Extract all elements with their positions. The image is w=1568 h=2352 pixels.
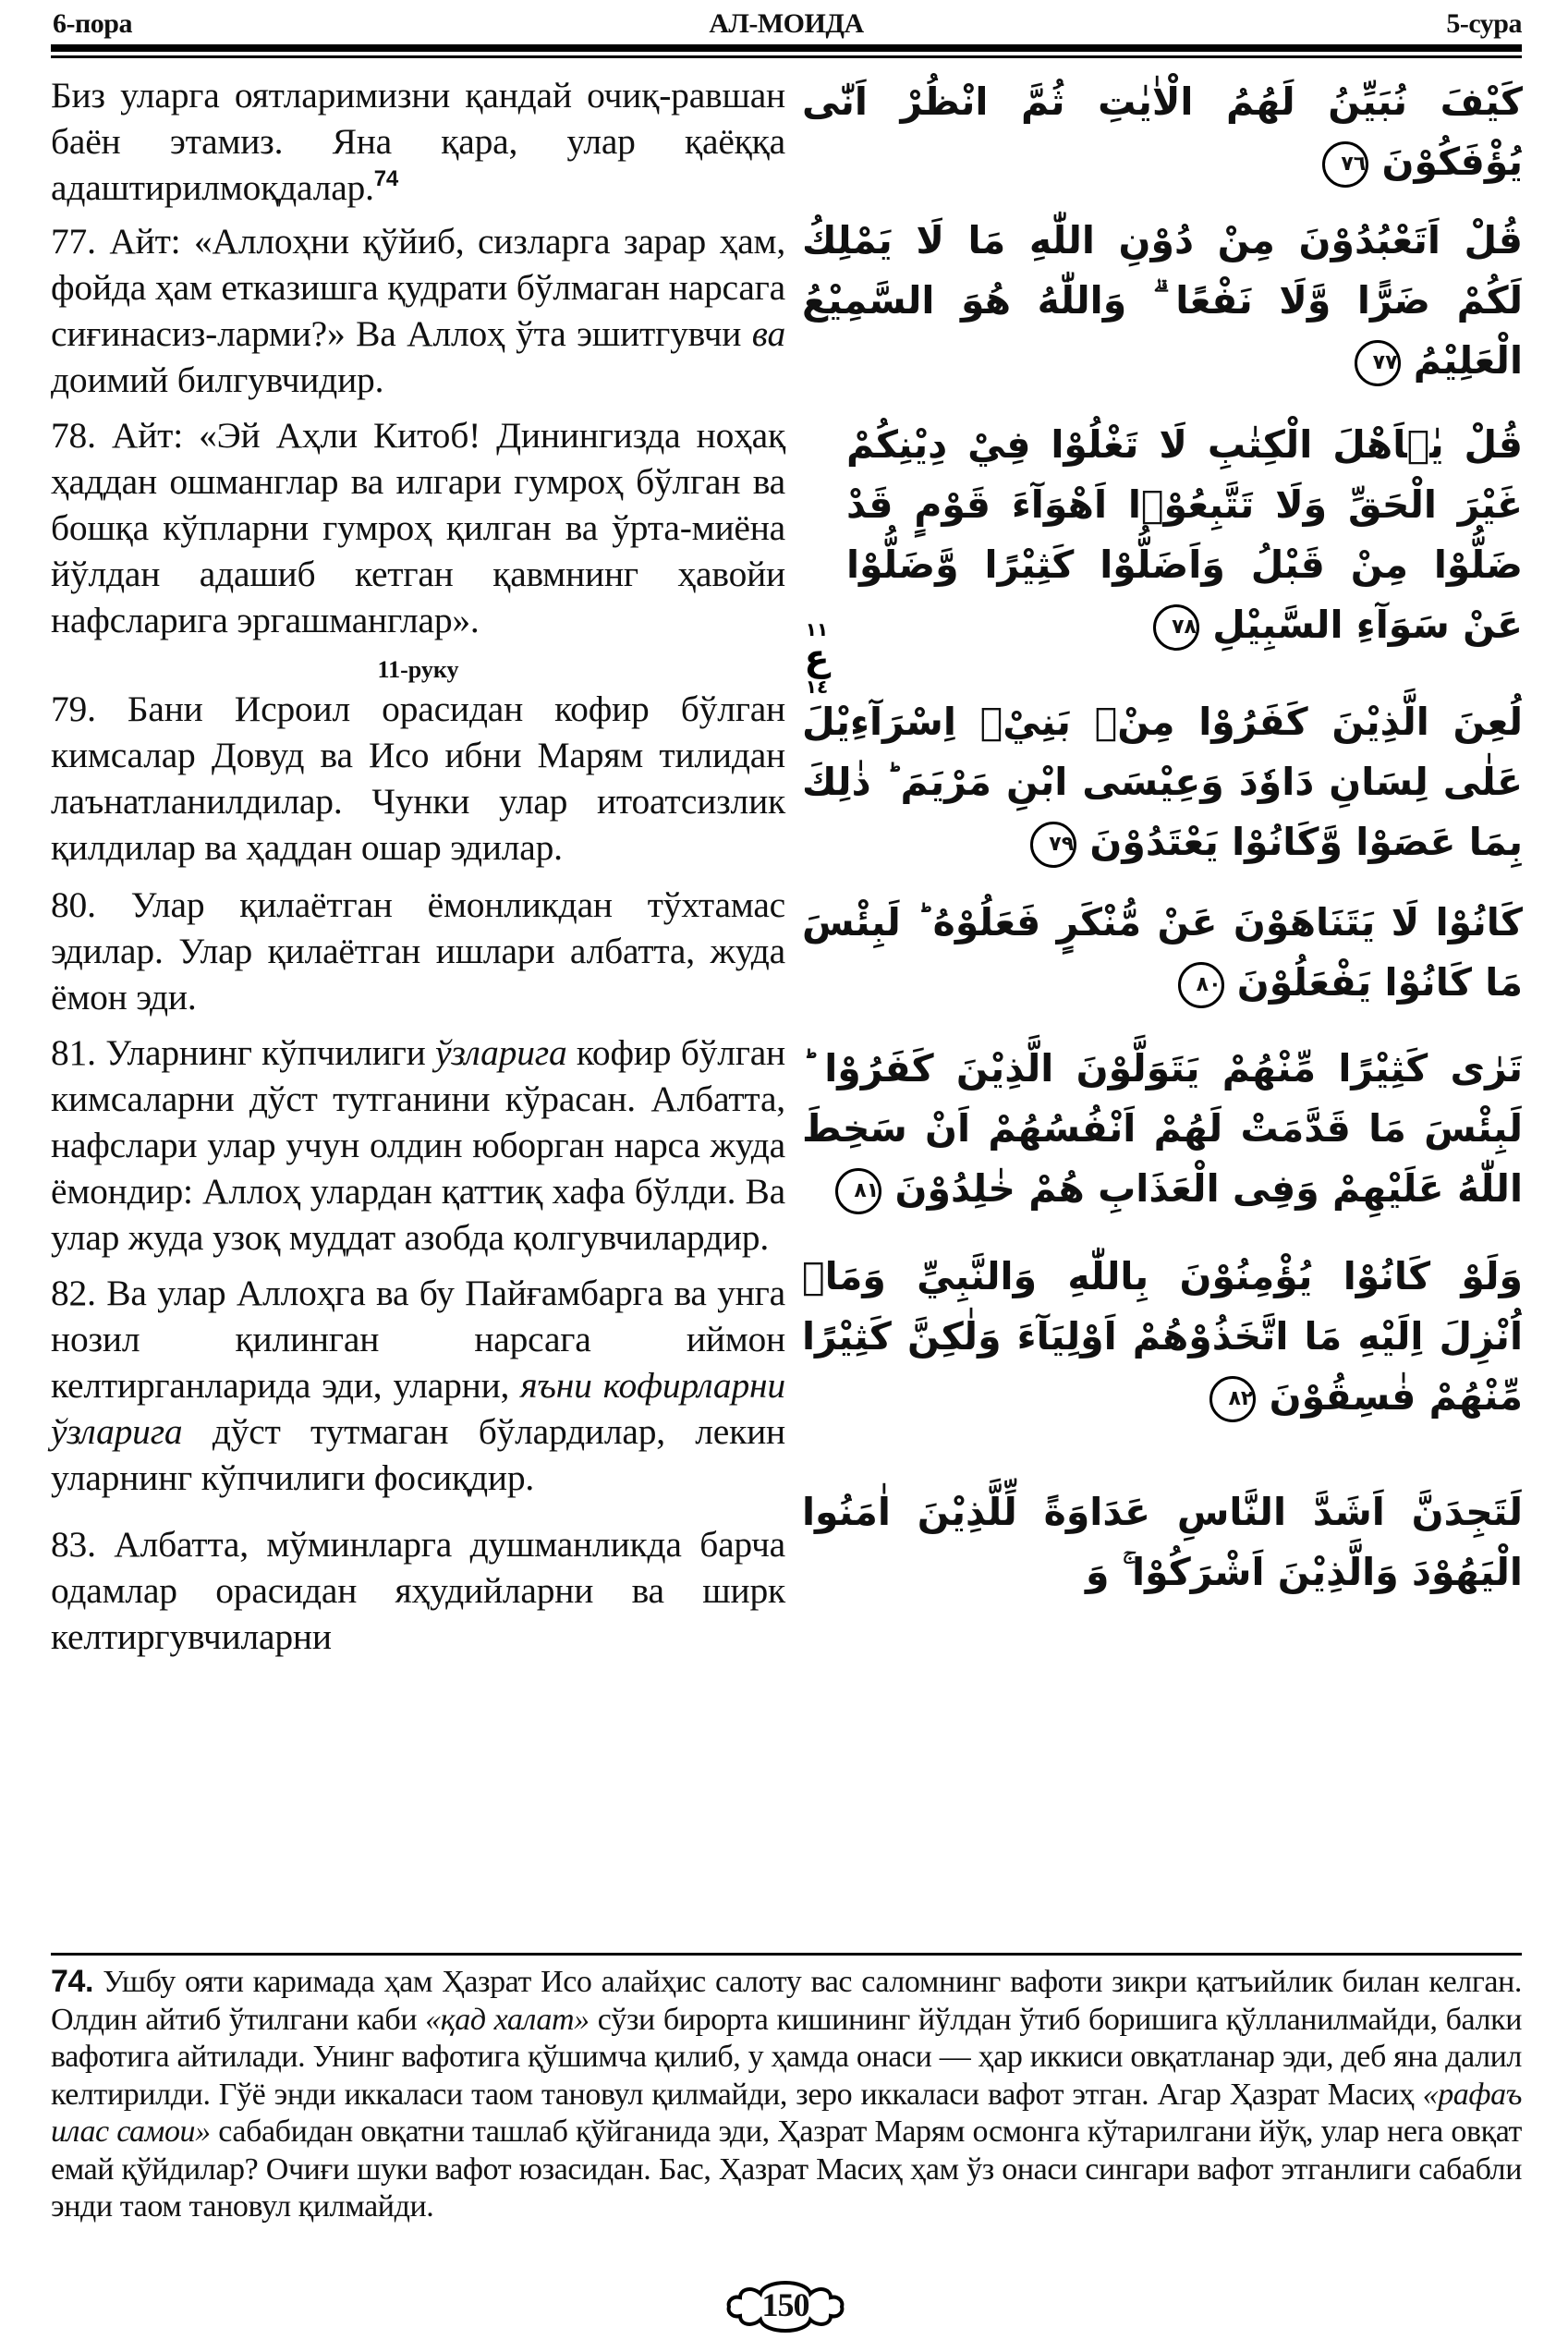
footnote-ref[interactable]: 74 (373, 166, 399, 191)
ayah-number-marker: ٧٩ (1030, 822, 1076, 868)
verse-83-arabic: لَتَجِدَنَّ اَشَدَّ النَّاسِ عَدَاوَةً لِّلَّذِيْنَ اٰمَنُوا الْيَهُوْدَ وَالَّذِيْنَ اَشْرَكُوْا ۚ وَ (802, 1490, 1523, 1594)
ruku-marker-bottom-number: ١٤ (805, 676, 829, 698)
footnote-74 (51, 1963, 1522, 2226)
translation-column (51, 72, 785, 1660)
surah-number-label: 5-сура (1446, 8, 1522, 39)
verse-79-translation: 79. Бани Исроил орасидан кофир бўлган кимсалар Довуд ва Исо ибни Марям тилидан лаънатланилдилар. Чунки улар итоатсизлик қилдилар ва ҳаддан ошар эдилар. (51, 689, 785, 868)
header-rule-thin (51, 55, 1522, 58)
ayah-number-marker: ٨٢ (1209, 1376, 1256, 1422)
ruku-heading: 11-руку (377, 656, 459, 683)
arabic-text: وَلَوْ كَانُوْا يُؤْمِنُوْنَ بِاللّٰهِ وَالنَّبِيِّ وَمَاۤ اُنْزِلَ اِلَيْهِ مَا اتَّخَذُوْهُمْ اَوْلِيَآءَ وَلٰكِنَّ كَثِيْرًا مِّنْهُمْ فٰسِقُوْنَ (802, 1254, 1523, 1419)
arabic-text: قُلْ يٰۤاَهْلَ الْكِتٰبِ لَا تَغْلُوْا فِيْ دِيْنِكُمْ غَيْرَ الْحَقِّ وَلَا تَتَّبِعُوْۤا اَهْوَآءَ قَوْمٍ قَدْ ضَلُّوْا مِنْ قَبْلُ وَاَضَلُّوْا كَثِيْرًا وَّضَلُّوْا عَنْ سَوَآءِ السَّبِيْلِ (846, 422, 1523, 647)
running-header (51, 6, 1522, 43)
verse-text: кофир бўлган кимсаларни дўст тутганини кўрасан. Албатта, нафслари улар учун олдин юборган нарса жуда ёмондир: Аллоҳ улардан қаттиқ хафа бўлди. Ва улар жуда узоқ муддат азобда қолгувчилардир. (51, 1032, 786, 1258)
ruku-marker-glyph: ع (804, 637, 830, 679)
ruku-marker (798, 619, 835, 697)
page-number-ornament (716, 2273, 855, 2338)
verse-text-italic: ва (751, 313, 785, 354)
footnote-number: 74. (51, 1964, 94, 1999)
arabic-text: قُلْ اَتَعْبُدُوْنَ مِنْ دُوْنِ اللّٰهِ مَا لَا يَمْلِكُ لَكُمْ ضَرًّا وَّلَا نَفْعًا ۗ وَاللّٰهُ هُوَ السَّمِيْعُ الْعَلِيْمُ (802, 218, 1523, 383)
ayah-number-marker: ٧٨ (1153, 604, 1199, 651)
footnote-text: сабабидан овқатни ташлаб қўйганида эди, Ҳазрат Марям осмонга кўтарилгани йўқ, улар нега овқат емай қўйдилар? Очиғи шуки вафот юзасидан. Бас, Ҳазрат Масиҳ ҳам ўз онаси сингари вафот этганлиги сабабли энди таом тановул қилмайди. (51, 2114, 1522, 2224)
verse-82-arabic (802, 1247, 1523, 1427)
ayah-number-marker: ٨١ (835, 1168, 881, 1214)
verse-80-translation: 80. Улар қилаётган ёмонликдан тўхтамас эдилар. Улар қилаётган ишлари албатта, жуда ёмон эди. (51, 884, 785, 1018)
verse-83-translation: 83. Албатта, мўминларга душманликда барча одамлар орасидан яҳудийларни ва ширк келтиргувчиларни (51, 1524, 785, 1657)
verse-79-arabic (802, 692, 1523, 872)
ayah-number-marker: ٨٠ (1178, 962, 1224, 1008)
verse-text: 81. Уларнинг кўпчилиги (51, 1032, 436, 1073)
verse-82-translation (51, 1270, 785, 1501)
footnote-text: Ушбу ояти каримада ҳам Ҳазрат Исо алайҳис салоту вас саломнинг вафоти зикри қатъийлик билан келган. Олдин айтиб ўтилгани каби (51, 1965, 1522, 2037)
header-rule-thick (51, 44, 1522, 52)
verse-text: дўст тутмаган бўлардилар, лекин уларнинг кўпчилиги фосиқдир. (51, 1411, 785, 1498)
verse-77-translation (51, 218, 785, 403)
arabic-text: لُعِنَ الَّذِيْنَ كَفَرُوْا مِنْۢ بَنِيْۤ اِسْرَآءِيْلَ عَلٰى لِسَانِ دَاوٗدَ وَعِيْسَى ابْنِ مَرْيَمَ ؕ ذٰلِكَ بِمَا عَصَوْا وَّكَانُوْا يَعْتَدُوْنَ (802, 700, 1523, 864)
arabic-column (802, 72, 1523, 1603)
page-number: 150 (761, 2286, 809, 2323)
verse-76-translation (51, 72, 785, 211)
verse-78-translation: 78. Айт: «Эй Аҳли Китоб! Динингизда ноҳақ ҳаддан ошманглар ва илгари гумроҳ бўлган ва бошқа кўпларни гумроҳ қилган ва ўрта-миёна йўлдан адашиб кетган қавмнинг ҳавойи нафсларига эргашманглар». (51, 415, 785, 640)
verse-text: Биз уларга оятларимизни қандай очиқ-равшан баён этамиз. Яна қара, улар қаёққа адаштирилмоқдалар. (51, 75, 785, 208)
verse-76-arabic (802, 72, 1523, 192)
footnote-text: сўзи бирорта кишининг йўлдан ўтиб боришига қўлланилмайди, балки вафотига айтилади. Унинг вафотига қўшимча қилиб, у ҳамда онаси — ҳар иккиси овқатланар эди, деб яна далил келтирилди. Гўё энди иккаласи таом тановул қилмайди, зеро иккаласи вафот этган. Агар Ҳазрат Масиҳ (51, 2002, 1522, 2112)
verse-text: 77. Айт: «Аллоҳни қўйиб, сизларга зарар ҳам, фойда ҳам етказишга қудрати бўлмаган нарсага сиғинасиз-ларми?» Ва Аллоҳ ўта эшитгувчи (51, 221, 785, 354)
arabic-text: كَيْفَ نُبَيِّنُ لَهُمُ الْاٰيٰتِ ثُمَّ انْظُرْ اَنّٰى يُؤْفَكُوْنَ (802, 79, 1523, 184)
ruku-marker-top-number: ١١ (805, 618, 829, 640)
verse-80-arabic (802, 893, 1523, 1013)
verse-77-arabic (802, 211, 1523, 391)
arabic-text: تَرٰى كَثِيْرًا مِّنْهُمْ يَتَوَلَّوْنَ الَّذِيْنَ كَفَرُوْا ؕ لَبِئْسَ مَا قَدَّمَتْ لَهُمْ اَنْفُسُهُمْ اَنْ سَخِطَ اللّٰهُ عَلَيْهِمْ وَفِى الْعَذَابِ هُمْ خٰلِدُوْنَ (802, 1046, 1523, 1211)
verse-78-arabic (802, 415, 1523, 655)
surah-title: АЛ-МОИДА (709, 8, 864, 39)
ayah-number-marker: ٧٦ (1322, 141, 1368, 188)
verse-81-arabic (802, 1039, 1523, 1219)
verse-text-italic: яъни кофирларни ўзларига (51, 1365, 785, 1452)
verse-text: 82. Ва улар Аллоҳга ва бу Пайғамбарга ва унга нозил қилинган нарсага иймон келтирганларида эди, уларни, (51, 1273, 785, 1406)
juz-label: 6-пора (53, 8, 132, 39)
footnote-divider (51, 1953, 1522, 1956)
ayah-number-marker: ٧٧ (1355, 340, 1401, 386)
arabic-text: كَانُوْا لَا يَتَنَاهَوْنَ عَنْ مُّنْكَرٍ فَعَلُوْهُ ؕ لَبِئْسَ مَا كَانُوْا يَفْعَلُوْنَ (802, 900, 1523, 1005)
verse-text: доимий билгувчидир. (51, 360, 384, 400)
footnote-text-italic: «рафаъ илас самои» (51, 2077, 1522, 2149)
verse-81-translation (51, 1030, 785, 1261)
footnote-text-italic: «қад халат» (425, 2002, 590, 2037)
verse-text-italic: ўзларига (435, 1032, 567, 1073)
